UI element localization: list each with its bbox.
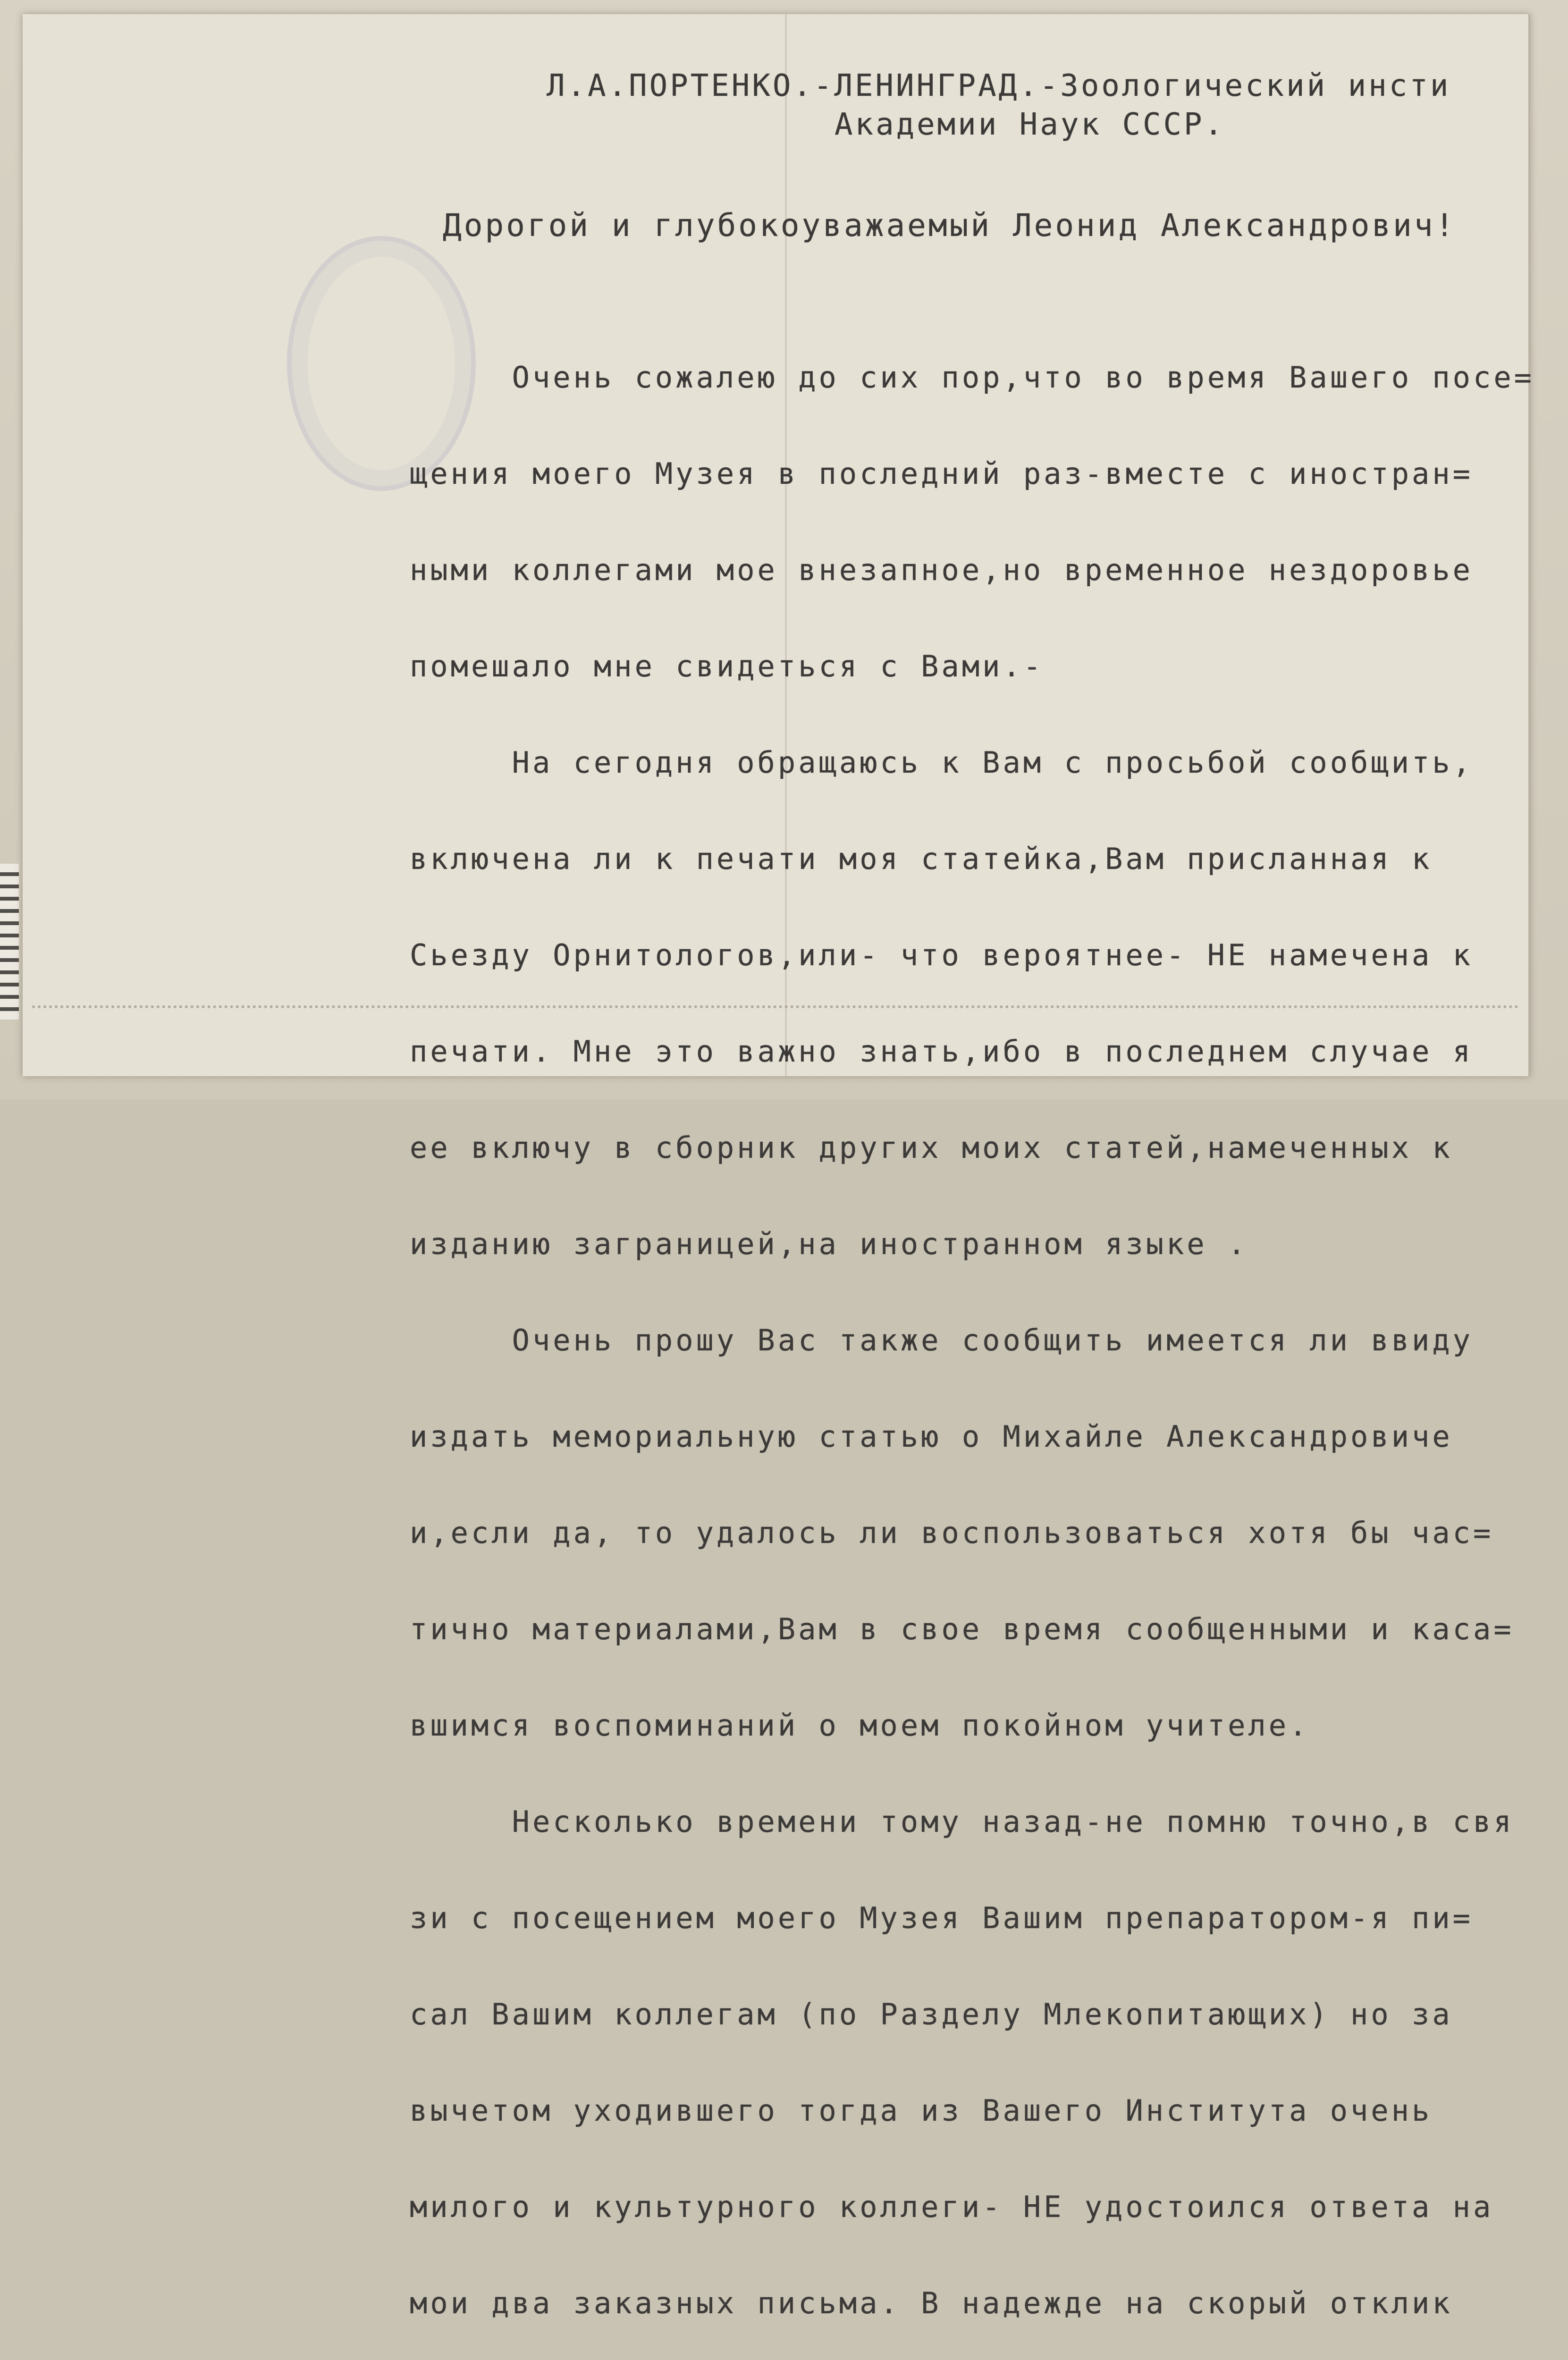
body-line: Очень сожалею до сих пор,что во время Вашего посе=	[410, 360, 1534, 395]
letter-salutation: Дорогой и глубокоуважаемый Леонид Александрович!	[443, 207, 1457, 244]
letter-sheet	[23, 14, 1534, 2320]
body-line: сал Вашим коллегам (по Разделу Млекопитающих) но за	[410, 1997, 1453, 2031]
color-calibration-strip	[0, 864, 19, 1020]
letter-header-sender: Л.А.ПОРТЕНКО.-ЛЕНИНГРАД.-Зоологический инсти	[547, 68, 1451, 103]
body-line: и,если да, то удалось ли воспользоваться хотя бы час=	[410, 1516, 1494, 1550]
body-line: печати. Мне это важно знать,ибо в последнем случае я	[410, 1034, 1474, 1069]
body-line: тично материалами,Вам в свое время сообщенными и каса=	[410, 1612, 1514, 1646]
body-line: вшимся воспоминаний о моем покойном учителе.	[410, 1708, 1310, 1743]
body-line: Несколько времени тому назад-не помню точно,в свя	[410, 1804, 1514, 1839]
body-line: Очень прошу Вас также сообщить имеется ли ввиду	[410, 1323, 1474, 1357]
body-line: ее включу в сборник других моих статей,намеченных к	[410, 1130, 1453, 1165]
body-line: издать мемориальную статью о Михайле Александровиче	[410, 1419, 1453, 1454]
body-line: зи с посещением моего Музея Вашим препаратором-я пи=	[410, 1901, 1474, 1935]
perforation-line	[32, 1005, 1519, 1008]
body-line: щения моего Музея в последний раз-вместе с иностран=	[410, 456, 1474, 491]
body-line: милого и культурного коллеги- НЕ удостоился ответа на	[410, 2190, 1494, 2224]
body-line: Сьезду Орнитологов,или- что вероятнее- НЕ намечена к	[410, 938, 1474, 972]
body-line: вычетом уходившего тогда из Вашего Института очень	[410, 2093, 1433, 2128]
body-line: На сегодня обращаюсь к Вам с просьбой сообщить,	[410, 745, 1474, 780]
body-line: мои два заказных письма. В надежде на скорый отклик	[410, 2286, 1453, 2320]
body-line: ными коллегами мое внезапное,но временное нездоровье	[410, 553, 1474, 587]
body-line: изданию заграницей,на иностранном языке .	[410, 1227, 1248, 1261]
body-line: помешало мне свидеться с Вами.-	[410, 649, 1044, 683]
letter-body	[410, 297, 1534, 2360]
letter-header-institution: Академии Наук СССР.	[835, 107, 1225, 142]
body-line: включена ли к печати моя статейка,Вам присланная к	[410, 842, 1433, 876]
